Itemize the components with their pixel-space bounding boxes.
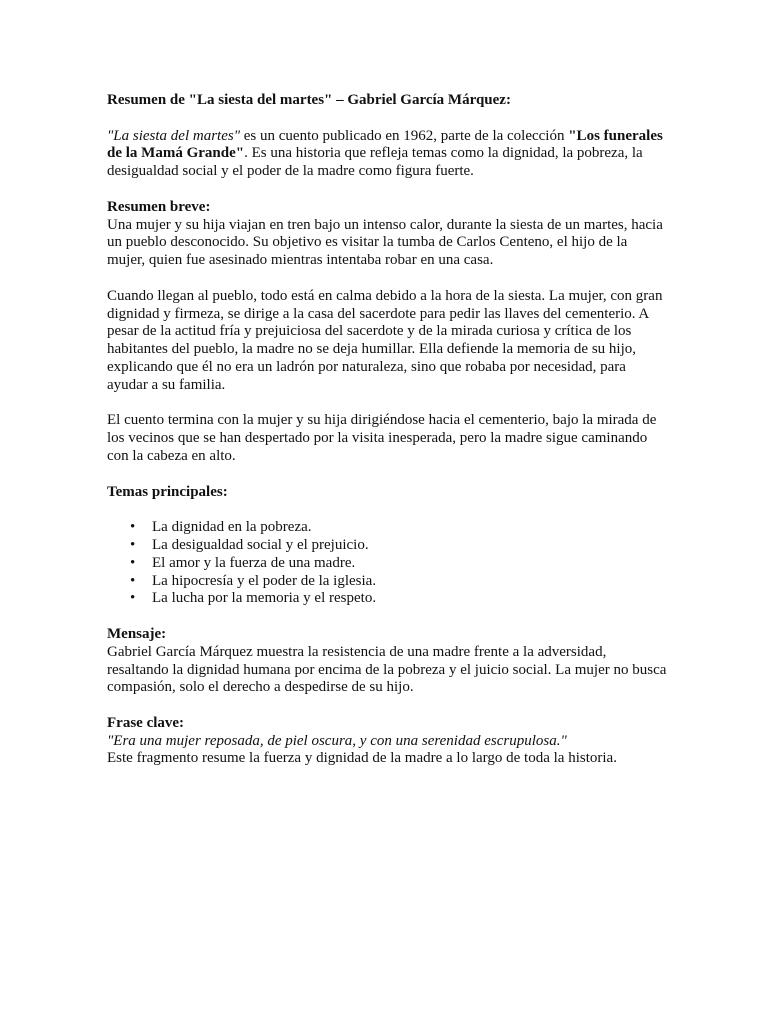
intro-text-a: es un cuento publicado en 1962, parte de la colección	[240, 127, 569, 144]
summary-paragraph-1: Una mujer y su hija viajan en tren bajo un intenso calor, durante la siesta de un martes, hacia un pueblo desconocido. Su objetivo es visitar la tumba de Carlos Centeno, el hijo de la mujer, quien fue asesinado mientras intentaba robar en una casa.	[107, 216, 663, 269]
message-section	[107, 626, 667, 697]
themes-heading: Temas principales:	[107, 483, 228, 500]
key-phrase-section	[107, 715, 667, 768]
intro-text-b: . Es una historia que refleja temas como la dignidad, la pobreza, la desigualdad social y el poder de la madre como figura fuerte.	[107, 145, 643, 180]
theme-item: • La hipocresía y el poder de la iglesia.	[130, 572, 377, 589]
summary-paragraph-3: El cuento termina con la mujer y su hija dirigiéndose hacia el cementerio, bajo la mirada de los vecinos que se han despertado por la visita inesperada, pero la madre sigue caminando con la cabeza en alto.	[107, 412, 657, 464]
collection-title: "Los funerales de la Mamá Grande"	[107, 127, 663, 162]
bullet-icon: •	[130, 554, 136, 571]
bullet-icon: •	[130, 590, 136, 607]
theme-item: • La dignidad en la pobreza.	[130, 519, 312, 536]
theme-item: • El amor y la fuerza de una madre.	[130, 554, 356, 571]
message-text: Gabriel García Márquez muestra la resistencia de una madre frente a la adversidad, resaltando la dignidad humana por encima de la pobreza y el juicio social. La mujer no busca compasión, solo el derecho a despedirse de su hijo.	[107, 643, 667, 696]
document-title: Resumen de "La siesta del martes" – Gabriel García Márquez:	[107, 92, 511, 108]
bullet-icon: •	[130, 519, 136, 536]
summary-paragraph-2: Cuando llegan al pueblo, todo está en calma debido a la hora de la siesta. La mujer, con gran dignidad y firmeza, se dirige a la casa del sacerdote para pedir las llaves del cementerio. A pesar de la actitud fría y prejuiciosa del sacerdote y de la mirada curiosa y crítica de los habitantes del pueblo, la madre no se deja humillar. Ella defiende la memoria de su hijo, explicando que él no era un ladrón por naturaleza, sino que robaba por necesidad, para ayudar a su familia.	[107, 287, 663, 393]
summary-heading: Resumen breve:	[107, 198, 211, 215]
theme-item: • La lucha por la memoria y el respeto.	[130, 590, 377, 607]
document-page	[107, 92, 667, 786]
message-heading: Mensaje:	[107, 625, 167, 642]
themes-list	[107, 519, 667, 608]
theme-item: • La desigualdad social y el prejuicio.	[130, 536, 369, 553]
key-phrase-text: Este fragmento resume la fuerza y dignidad de la madre a lo largo de toda la historia.	[107, 750, 617, 767]
bullet-icon: •	[130, 572, 136, 589]
bullet-icon: •	[130, 536, 136, 553]
intro-paragraph	[107, 128, 667, 181]
key-phrase-heading: Frase clave:	[107, 714, 185, 731]
summary-section	[107, 199, 667, 270]
work-title: "La siesta del martes"	[107, 127, 241, 144]
key-phrase-quote: "Era una mujer reposada, de piel oscura, y con una serenidad escrupulosa."	[107, 732, 567, 749]
